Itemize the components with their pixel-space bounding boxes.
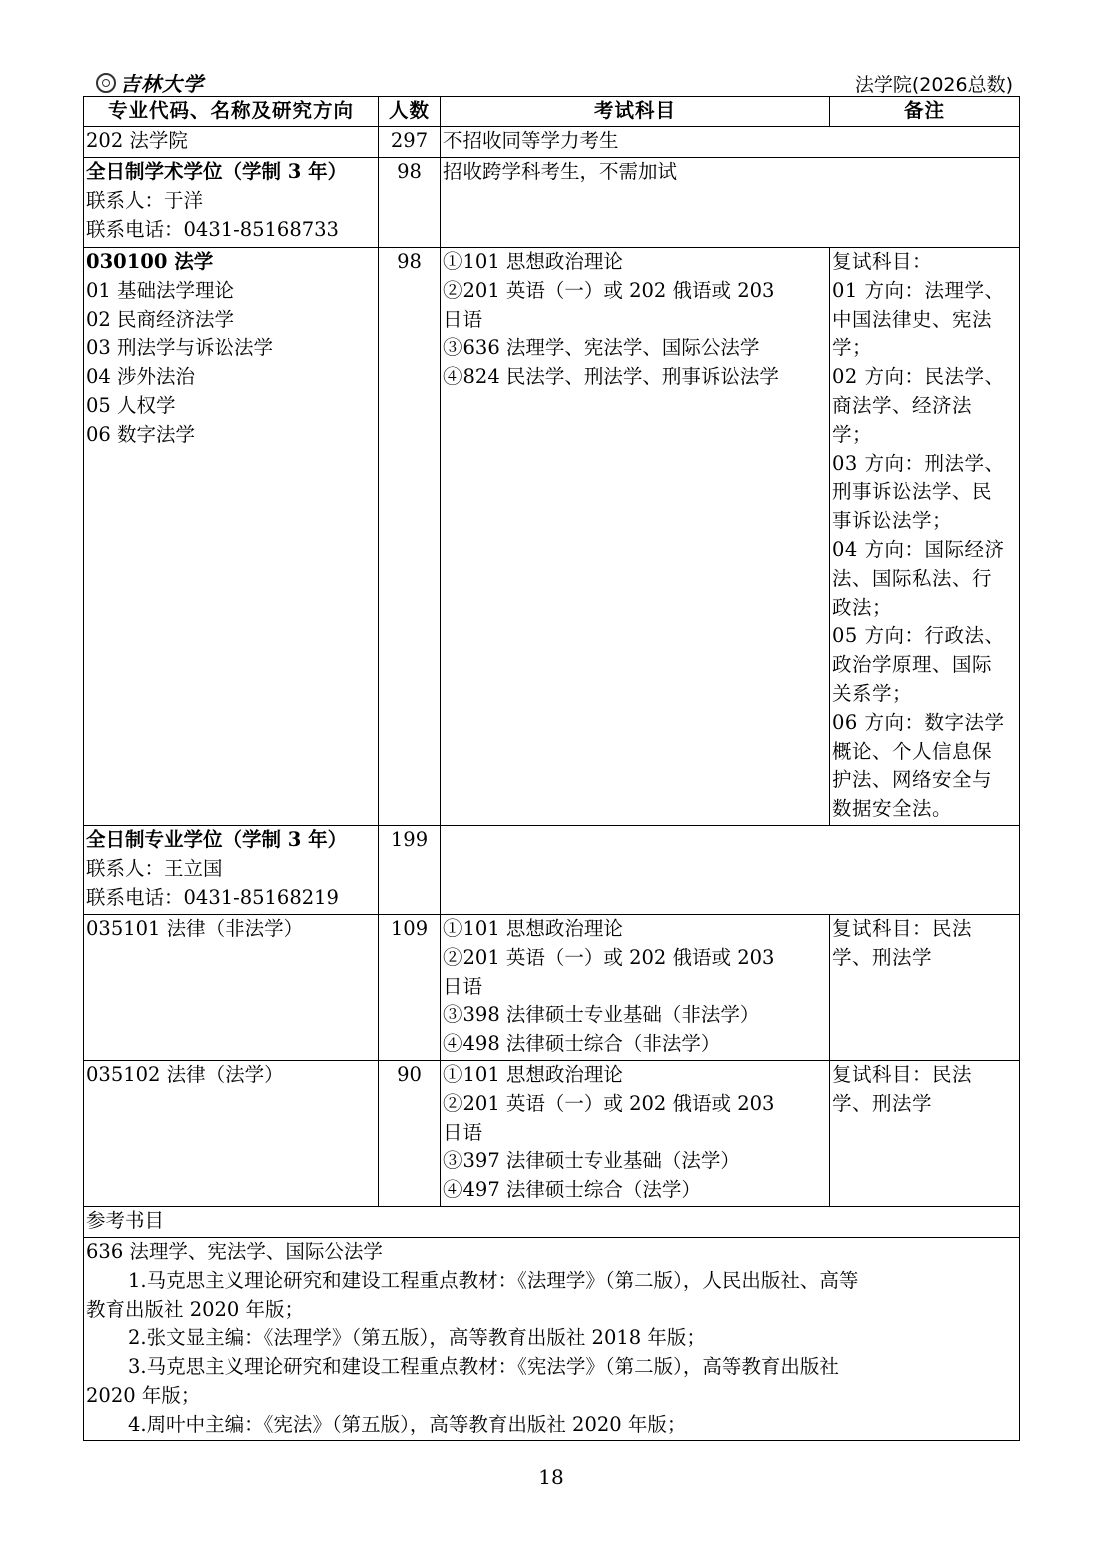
- table-row-035102: [84, 1061, 1020, 1207]
- note-line: 05 方向：行政法、: [832, 624, 1005, 648]
- note-line: 06 方向：数字法学: [832, 710, 1005, 734]
- reference-item: 2.张文显主编：《法理学》（第五版），高等教育出版社 2018 年版；: [128, 1326, 706, 1350]
- academic-info: [84, 158, 379, 248]
- page-number: 18: [538, 1465, 564, 1489]
- table-row-030100: [84, 248, 1020, 826]
- note-line: 04 方向：国际经济: [832, 537, 1005, 561]
- page-header: [84, 66, 1019, 96]
- note-line: 商法学、经济法: [832, 393, 973, 417]
- academic-contact: 联系人：于洋: [86, 188, 204, 212]
- professional-count: 199: [379, 826, 441, 915]
- note-line: 复试科目：民法: [832, 1063, 973, 1086]
- exam-item: ③398 法律硕士专业基础（非法学）: [443, 1003, 760, 1027]
- exam-item: ④824 民法学、刑法学、刑事诉讼法学: [443, 365, 779, 389]
- exam-item: ①101 思想政治理论: [443, 917, 623, 940]
- logo-text: 吉林大学: [120, 72, 204, 96]
- table-row-035101: [84, 915, 1020, 1061]
- exam-item: ①101 思想政治理论: [443, 1063, 623, 1086]
- exam-item: ②201 英语（一）或 202 俄语或 203: [443, 278, 775, 302]
- note-line: 关系学；: [832, 681, 913, 705]
- program-count: 98: [379, 248, 441, 826]
- program-notes: [830, 1061, 1020, 1207]
- exam-item: ③397 法律硕士专业基础（法学）: [443, 1149, 740, 1173]
- professional-info: [84, 826, 379, 915]
- direction-item: 03 刑法学与诉讼法学: [86, 336, 274, 360]
- direction-item: 06 数字法学: [86, 422, 196, 446]
- program-notes: [830, 248, 1020, 826]
- note-line: 政法；: [832, 595, 893, 619]
- note-line: 护法、网络安全与: [832, 768, 993, 792]
- program-notes: [830, 915, 1020, 1061]
- note-line: 02 方向：民法学、: [832, 365, 1005, 389]
- note-line: 事诉讼法学；: [832, 509, 953, 533]
- program-exams: [441, 248, 830, 826]
- header-section-title: 法学院(2026总数): [854, 74, 1013, 96]
- program-title: 030100 法学: [86, 250, 214, 273]
- direction-item: 02 民商经济法学: [86, 307, 235, 331]
- note-line: 中国法律史、宪法: [832, 307, 993, 331]
- program-title: 035102 法律（法学）: [84, 1061, 379, 1207]
- academic-count: 98: [379, 158, 441, 248]
- academic-phone: 联系电话：0431-85168733: [86, 217, 339, 241]
- professional-title: 全日制专业学位（学制 3 年）: [86, 828, 348, 851]
- table-row-college: [84, 127, 1020, 158]
- reference-item-continued: 2020 年版；: [86, 1383, 201, 1407]
- admissions-table: [83, 96, 1020, 1441]
- university-logo: [96, 68, 204, 97]
- exam-item: ③636 法理学、宪法学、国际公法学: [443, 336, 760, 360]
- direction-item: 04 涉外法治: [86, 365, 196, 389]
- program-title: 035101 法律（非法学）: [84, 915, 379, 1061]
- note-line: 数据安全法。: [832, 797, 953, 821]
- direction-item: 05 人权学: [86, 393, 176, 417]
- note-line: 01 方向：法理学、: [832, 278, 1005, 302]
- exam-item: ②201 英语（一）或 202 俄语或 203: [443, 1091, 775, 1115]
- exam-item: 日语: [443, 974, 483, 998]
- table-header-row: [84, 97, 1020, 127]
- college-count: 297: [379, 127, 441, 158]
- exam-item: 日语: [443, 307, 483, 331]
- exam-item: ②201 英语（一）或 202 俄语或 203: [443, 945, 775, 969]
- references-title: 参考书目: [84, 1207, 1020, 1238]
- academic-note: 招收跨学科考生，不需加试: [441, 158, 1020, 248]
- table-row-professional: [84, 826, 1020, 915]
- col-header-exams: 考试科目: [441, 97, 830, 127]
- col-header-count: 人数: [379, 97, 441, 127]
- exam-item: ④497 法律硕士综合（法学）: [443, 1178, 701, 1202]
- note-line: 刑事诉讼法学、民: [832, 480, 993, 504]
- direction-item: 01 基础法学理论: [86, 278, 235, 302]
- note-line: 学、刑法学: [832, 945, 933, 969]
- reference-item: 1.马克思主义理论研究和建设工程重点教材：《法理学》（第二版），人民出版社、高等: [128, 1268, 859, 1292]
- exam-item: 日语: [443, 1120, 483, 1144]
- program-exams: [441, 915, 830, 1061]
- program-exams: [441, 1061, 830, 1207]
- reference-item-continued: 教育出版社 2020 年版；: [86, 1297, 305, 1321]
- note-line: 概论、个人信息保: [832, 739, 993, 763]
- col-header-notes: 备注: [830, 97, 1020, 127]
- note-line: 学；: [832, 422, 873, 446]
- university-seal-icon: [96, 73, 116, 93]
- note-line: 学；: [832, 336, 873, 360]
- academic-title: 全日制学术学位（学制 3 年）: [86, 160, 348, 183]
- exam-item: ①101 思想政治理论: [443, 250, 623, 273]
- table-row-references-title: [84, 1207, 1020, 1238]
- program-030100-info: [84, 248, 379, 826]
- note-line: 学、刑法学: [832, 1091, 933, 1115]
- reference-item: 4.周叶中主编：《宪法》（第五版），高等教育出版社 2020 年版；: [128, 1412, 687, 1436]
- professional-phone: 联系电话：0431-85168219: [86, 885, 339, 909]
- college-name: 202 法学院: [84, 127, 379, 158]
- professional-empty: [441, 826, 1020, 915]
- reference-subject: 636 法理学、宪法学、国际公法学: [86, 1240, 383, 1263]
- note-line: 法、国际私法、行: [832, 566, 993, 590]
- reference-item: 3.马克思主义理论研究和建设工程重点教材：《宪法学》（第二版），高等教育出版社: [128, 1355, 839, 1379]
- note-line: 03 方向：刑法学、: [832, 451, 1005, 475]
- professional-contact: 联系人：王立国: [86, 856, 223, 880]
- exam-item: ④498 法律硕士综合（非法学）: [443, 1032, 721, 1056]
- col-header-major: 专业代码、名称及研究方向: [84, 97, 379, 127]
- program-count: 109: [379, 915, 441, 1061]
- note-line: 政治学原理、国际: [832, 653, 993, 677]
- note-line: 复试科目：: [832, 250, 933, 273]
- table-row-academic: [84, 158, 1020, 248]
- program-count: 90: [379, 1061, 441, 1207]
- college-note: 不招收同等学力考生: [441, 127, 1020, 158]
- note-line: 复试科目：民法: [832, 917, 973, 940]
- references-body: [84, 1238, 1020, 1441]
- table-row-references: [84, 1238, 1020, 1441]
